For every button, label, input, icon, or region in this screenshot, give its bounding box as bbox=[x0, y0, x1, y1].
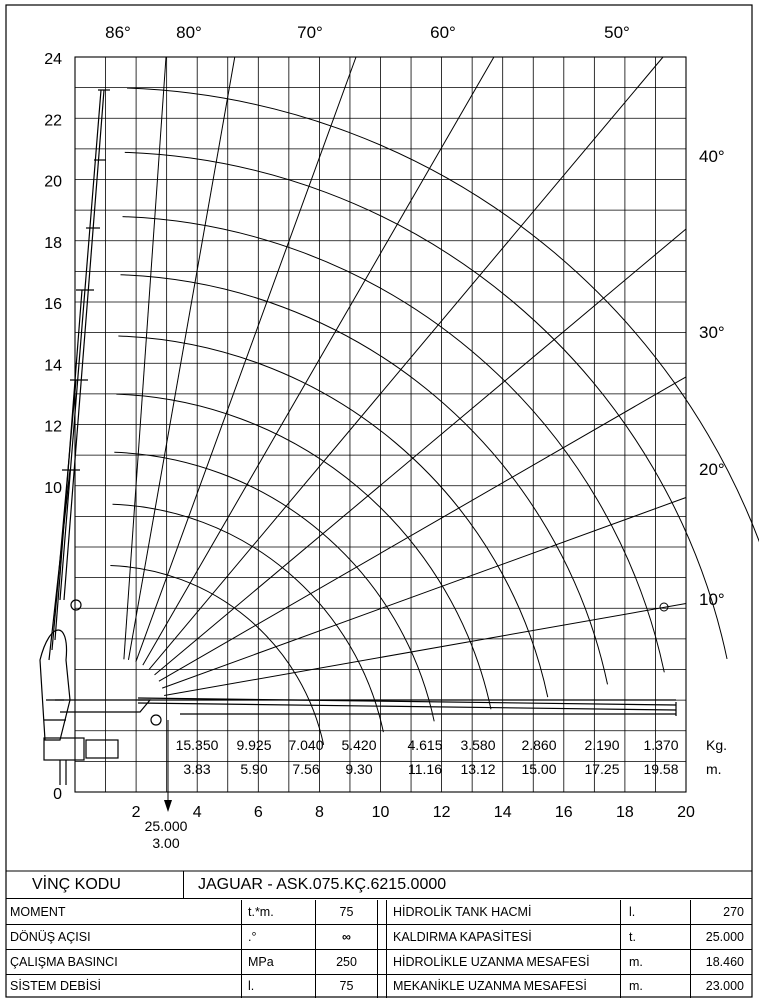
spec-unit-2: l. bbox=[621, 900, 691, 924]
top-angle-label: 80° bbox=[176, 23, 202, 42]
reach-kg-value: 1.370 bbox=[643, 737, 679, 753]
top-angle-label: 60° bbox=[430, 23, 456, 42]
x-tick-label: 16 bbox=[554, 804, 573, 821]
y-tick-label: 10 bbox=[44, 479, 62, 497]
spec-row bbox=[6, 950, 752, 974]
reach-kg-value: 3.580 bbox=[460, 737, 496, 753]
right-angle-labels bbox=[699, 147, 725, 609]
reach-kg-value: 15.350 bbox=[175, 737, 219, 753]
spec-value: 75 bbox=[316, 900, 378, 924]
crane-code-value: JAGUAR - ASK.075.KÇ.6215.0000 bbox=[198, 876, 447, 893]
spec-value: 250 bbox=[316, 950, 378, 974]
reach-kg-value: 9.925 bbox=[236, 737, 272, 753]
radius-arc bbox=[127, 88, 759, 645]
y-tick-label: 24 bbox=[44, 51, 62, 68]
base-capacity-arrow-head bbox=[164, 800, 172, 812]
reach-kg-labels bbox=[176, 737, 679, 753]
spec-label: DÖNÜŞ AÇISI bbox=[6, 925, 242, 949]
y-tick-label: 20 bbox=[44, 173, 62, 191]
x-tick-label: 10 bbox=[371, 804, 390, 821]
spec-value-2: 23.000 bbox=[705, 979, 744, 993]
x-tick-label: 14 bbox=[493, 804, 512, 821]
reach-m-value: 7.56 bbox=[292, 761, 320, 777]
crane-code-label: VİNÇ KODU bbox=[6, 871, 184, 899]
y-tick-label: 12 bbox=[44, 418, 62, 436]
y-tick-label: 18 bbox=[44, 234, 62, 252]
spec-label-2: HİDROLİKLE UZANMA MESAFESİ bbox=[386, 950, 621, 974]
chart-grid bbox=[75, 57, 686, 792]
ray-30deg bbox=[159, 377, 686, 681]
ray-20deg bbox=[162, 497, 686, 688]
radius-arc bbox=[121, 275, 608, 685]
x-tick-label: 12 bbox=[432, 804, 451, 821]
reach-m-value: 5.90 bbox=[240, 761, 268, 777]
reach-kg-value: 2.860 bbox=[521, 737, 557, 753]
right-angle-label: 40° bbox=[699, 147, 725, 166]
spec-label-2: MEKANİKLE UZANMA MESAFESİ bbox=[386, 974, 621, 998]
spec-label-2: KALDIRMA KAPASİTESİ bbox=[386, 925, 621, 949]
crane-code-row bbox=[6, 871, 752, 899]
ray-10deg bbox=[164, 604, 686, 696]
radius-arc bbox=[116, 394, 491, 709]
kg-unit-label: Kg. bbox=[706, 737, 728, 753]
x-tick-label: 2 bbox=[131, 804, 141, 821]
reach-m-value: 3.83 bbox=[183, 761, 211, 777]
base-capacity-m: 3.00 bbox=[152, 835, 180, 851]
top-angle-label: 50° bbox=[604, 23, 630, 42]
y-tick-label: 14 bbox=[44, 357, 62, 375]
spec-value-2: 25.000 bbox=[705, 930, 744, 944]
y-tick-label: 0 bbox=[53, 786, 62, 803]
spec-value: 75 bbox=[316, 974, 378, 998]
spec-row bbox=[6, 925, 752, 949]
spec-unit: t.*m. bbox=[242, 900, 316, 924]
top-angle-labels bbox=[105, 23, 630, 42]
outer-border bbox=[6, 5, 752, 997]
spec-row bbox=[6, 900, 752, 924]
y-tick-label: 16 bbox=[44, 296, 62, 313]
reach-m-labels bbox=[183, 761, 678, 777]
spec-label-2: HİDROLİK TANK HACMİ bbox=[386, 900, 621, 924]
x-tick-label: 18 bbox=[616, 804, 634, 821]
spec-value-2: 270 bbox=[723, 905, 744, 919]
radius-arc bbox=[114, 452, 434, 721]
y-tick-label: 22 bbox=[44, 112, 62, 130]
angle-rays bbox=[124, 57, 686, 696]
x-axis-tick-labels bbox=[132, 804, 695, 821]
x-tick-label: 20 bbox=[677, 804, 695, 821]
y-axis-tick-labels bbox=[44, 51, 62, 803]
spec-label: MOMENT bbox=[6, 900, 242, 924]
spec-value-2: 18.460 bbox=[705, 955, 744, 969]
spec-unit: MPa bbox=[242, 950, 316, 974]
radius-arcs bbox=[110, 88, 759, 745]
reach-kg-value: 5.420 bbox=[341, 737, 377, 753]
reach-m-value: 13.12 bbox=[460, 761, 496, 777]
right-angle-label: 10° bbox=[699, 590, 725, 609]
reach-m-value: 19.58 bbox=[643, 761, 679, 777]
reach-m-value: 11.16 bbox=[408, 761, 442, 777]
top-angle-label: 70° bbox=[297, 23, 323, 42]
top-angle-label: 86° bbox=[105, 23, 131, 42]
right-angle-label: 30° bbox=[699, 323, 725, 342]
spec-value: ∞ bbox=[316, 925, 378, 949]
reach-kg-value: 2.190 bbox=[584, 737, 620, 753]
spec-unit-2: m. bbox=[621, 974, 691, 998]
x-tick-label: 4 bbox=[192, 804, 202, 821]
reach-m-value: 15.00 bbox=[521, 761, 557, 777]
x-tick-label: 6 bbox=[253, 804, 263, 821]
right-angle-label: 20° bbox=[699, 460, 725, 479]
spec-label: SİSTEM DEBİSİ bbox=[6, 974, 242, 998]
x-tick-label: 8 bbox=[314, 804, 324, 821]
spec-unit: l. bbox=[242, 974, 316, 998]
reach-m-value: 17.25 bbox=[584, 761, 620, 777]
reach-m-value: 9.30 bbox=[345, 761, 373, 777]
m-unit-label: m. bbox=[706, 761, 722, 777]
spec-row bbox=[6, 974, 752, 998]
spec-unit-2: m. bbox=[621, 950, 691, 974]
spec-unit: .° bbox=[242, 925, 316, 949]
spec-label: ÇALIŞMA BASINCI bbox=[6, 950, 242, 974]
reach-kg-value: 4.615 bbox=[407, 737, 443, 753]
reach-kg-value: 7.040 bbox=[288, 737, 324, 753]
radius-arc bbox=[110, 566, 323, 745]
spec-unit-2: t. bbox=[621, 925, 691, 949]
base-capacity-kg: 25.000 bbox=[144, 818, 188, 834]
